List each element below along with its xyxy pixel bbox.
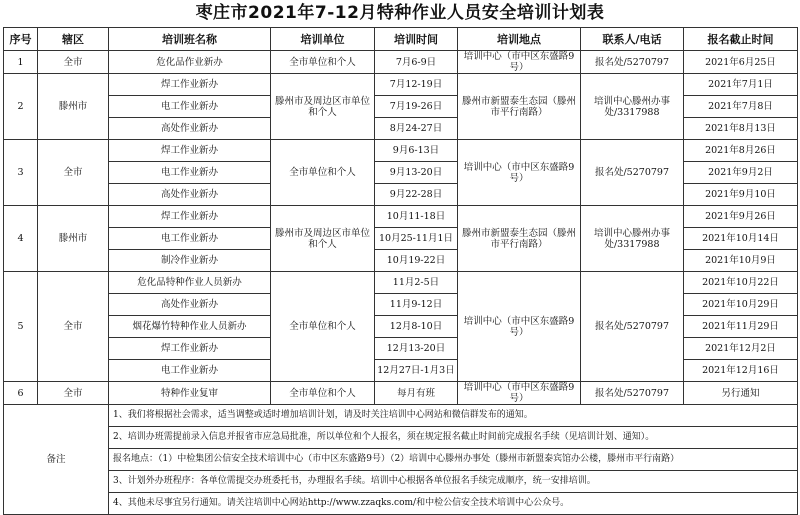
course-name: 烟花爆竹特种作业人员新办 [109, 316, 271, 338]
table-row [4, 382, 798, 405]
header-row [4, 28, 798, 51]
deadline: 2021年10月14日 [684, 228, 798, 250]
deadline: 2021年10月22日 [684, 272, 798, 294]
group-contact: 培训中心滕州办事处/3317988 [581, 74, 684, 140]
deadline: 2021年7月8日 [684, 96, 798, 118]
header-deadline: 报名截止时间 [684, 28, 798, 51]
table-row [4, 140, 798, 162]
group-location: 培训中心（市中区东盛路9号） [458, 51, 581, 74]
header-course: 培训班名称 [109, 28, 271, 51]
group-no: 3 [4, 140, 38, 206]
group-location: 滕州市新盟泰生态园（滕州市平行南路） [458, 206, 581, 272]
header-location: 培训地点 [458, 28, 581, 51]
group-unit: 全市单位和个人 [271, 51, 375, 74]
deadline: 2021年12月16日 [684, 360, 798, 382]
training-time: 7月6-9日 [375, 51, 458, 74]
course-name: 高处作业新办 [109, 118, 271, 140]
training-time: 7月19-26日 [375, 96, 458, 118]
group-location: 培训中心（市中区东盛路9号） [458, 272, 581, 382]
training-time: 9月6-13日 [375, 140, 458, 162]
table-row [4, 74, 798, 96]
course-name: 高处作业新办 [109, 294, 271, 316]
notes-row [4, 427, 798, 449]
group-contact: 报名处/5270797 [581, 51, 684, 74]
training-time: 12月27日-1月3日 [375, 360, 458, 382]
course-name: 高处作业新办 [109, 184, 271, 206]
group-area: 滕州市 [38, 206, 109, 272]
training-time: 10月11-18日 [375, 206, 458, 228]
note-line: 4、其他未尽事宜另行通知。请关注培训中心网站http://www.zzaqks.com/和中检公信安全技术培训中心公众号。 [109, 493, 798, 515]
training-time: 9月13-20日 [375, 162, 458, 184]
course-name: 制冷作业新办 [109, 250, 271, 272]
page-title: 枣庄市2021年7-12月特种作业人员安全培训计划表 [195, 3, 605, 23]
course-name: 电工作业新办 [109, 360, 271, 382]
course-name: 电工作业新办 [109, 96, 271, 118]
course-name: 电工作业新办 [109, 228, 271, 250]
table-row [4, 51, 798, 74]
training-time: 每月有班 [375, 382, 458, 405]
group-no: 4 [4, 206, 38, 272]
training-time: 7月12-19日 [375, 74, 458, 96]
note-line: 报名地点：（1）中检集团公信安全技术培训中心（市中区东盛路9号）（2）培训中心滕州办事处（滕州市新盟泰宾馆办公楼，滕州市平行南路） [109, 449, 798, 471]
note-line: 2、培训办班需提前录入信息并报省市应急局批准，所以单位和个人报名，须在规定报名截止时间前完成报名手续（见培训计划、通知）。 [109, 427, 798, 449]
group-area: 全市 [38, 272, 109, 382]
group-unit: 滕州市及周边区市单位和个人 [271, 74, 375, 140]
deadline: 2021年10月29日 [684, 294, 798, 316]
course-name: 焊工作业新办 [109, 338, 271, 360]
group-no: 1 [4, 51, 38, 74]
group-contact: 报名处/5270797 [581, 272, 684, 382]
group-no: 2 [4, 74, 38, 140]
header-area: 辖区 [38, 28, 109, 51]
table-row [4, 272, 798, 294]
group-area: 全市 [38, 140, 109, 206]
group-unit: 滕州市及周边区市单位和个人 [271, 206, 375, 272]
group-location: 培训中心（市中区东盛路9号） [458, 140, 581, 206]
group-unit: 全市单位和个人 [271, 140, 375, 206]
deadline: 2021年9月10日 [684, 184, 798, 206]
header-no: 序号 [4, 28, 38, 51]
header-contact: 联系人/电话 [581, 28, 684, 51]
group-contact: 培训中心滕州办事处/3317988 [581, 206, 684, 272]
group-unit: 全市单位和个人 [271, 272, 375, 382]
training-time: 10月19-22日 [375, 250, 458, 272]
notes-row [4, 471, 798, 493]
deadline: 2021年6月25日 [684, 51, 798, 74]
notes-row [4, 449, 798, 471]
training-time: 11月2-5日 [375, 272, 458, 294]
notes-row [4, 493, 798, 515]
group-no: 6 [4, 382, 38, 405]
training-time: 9月22-28日 [375, 184, 458, 206]
group-location: 培训中心（市中区东盛路9号） [458, 382, 581, 405]
training-time: 12月8-10日 [375, 316, 458, 338]
training-time: 11月9-12日 [375, 294, 458, 316]
course-name: 焊工作业新办 [109, 74, 271, 96]
course-name: 焊工作业新办 [109, 140, 271, 162]
deadline: 2021年9月26日 [684, 206, 798, 228]
notes-row [4, 405, 798, 427]
deadline: 2021年8月13日 [684, 118, 798, 140]
deadline: 另行通知 [684, 382, 798, 405]
notes-label: 备注 [4, 405, 109, 515]
group-no: 5 [4, 272, 38, 382]
header-time: 培训时间 [375, 28, 458, 51]
group-contact: 报名处/5270797 [581, 140, 684, 206]
training-time: 12月13-20日 [375, 338, 458, 360]
course-name: 危化品作业新办 [109, 51, 271, 74]
deadline: 2021年12月2日 [684, 338, 798, 360]
deadline: 2021年8月26日 [684, 140, 798, 162]
note-line: 3、计划外办班程序：各单位需提交办班委托书，办理报名手续。培训中心根据各单位报名手续完成顺序，统一安排培训。 [109, 471, 798, 493]
course-name: 危化品特种作业人员新办 [109, 272, 271, 294]
deadline: 2021年9月2日 [684, 162, 798, 184]
header-unit: 培训单位 [271, 28, 375, 51]
training-plan-table [3, 27, 798, 515]
group-area: 全市 [38, 51, 109, 74]
course-name: 电工作业新办 [109, 162, 271, 184]
course-name: 焊工作业新办 [109, 206, 271, 228]
table-row [4, 206, 798, 228]
deadline: 2021年11月29日 [684, 316, 798, 338]
course-name: 特种作业复审 [109, 382, 271, 405]
group-area: 全市 [38, 382, 109, 405]
group-location: 滕州市新盟泰生态园（滕州市平行南路） [458, 74, 581, 140]
group-contact: 报名处/5270797 [581, 382, 684, 405]
note-line: 1、我们将根据社会需求，适当调整或适时增加培训计划，请及时关注培训中心网站和微信群发布的通知。 [109, 405, 798, 427]
deadline: 2021年7月1日 [684, 74, 798, 96]
group-area: 滕州市 [38, 74, 109, 140]
training-time: 10月25-11月1日 [375, 228, 458, 250]
group-unit: 全市单位和个人 [271, 382, 375, 405]
training-time: 8月24-27日 [375, 118, 458, 140]
deadline: 2021年10月9日 [684, 250, 798, 272]
